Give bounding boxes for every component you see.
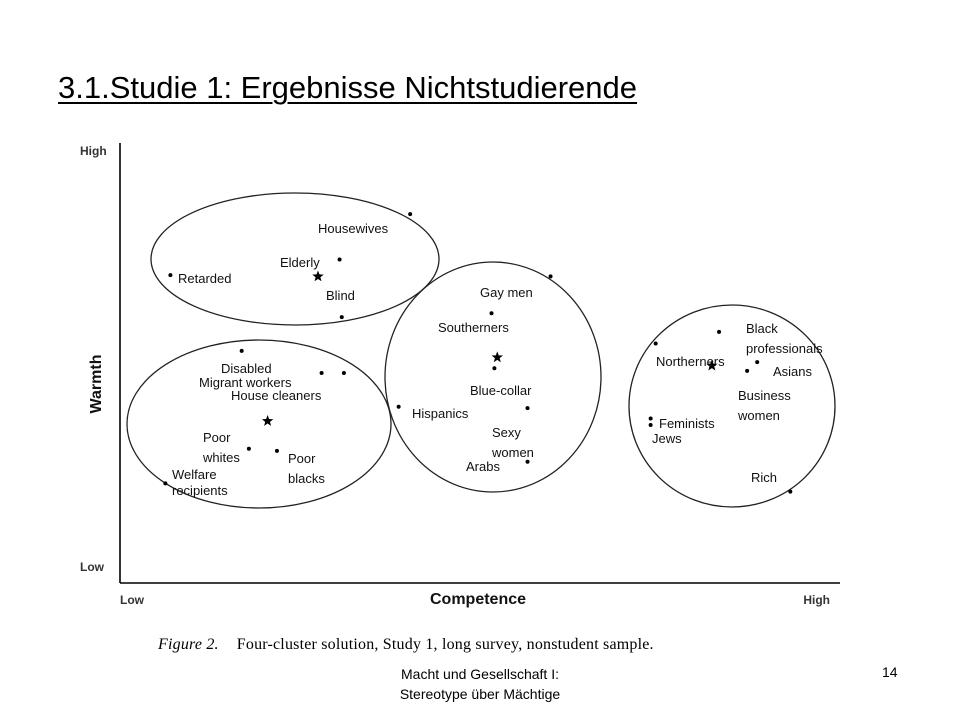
label-black-professionals-line-1: Black [746,321,778,336]
point-business-women [745,369,749,373]
label-black-professionals-line-2: professionals [746,341,823,356]
label-feminists: Feminists [659,416,715,431]
point-welfare-recipients [163,481,167,485]
chart-axes [80,143,840,608]
point-northerners [654,342,658,346]
point-hispanics [397,405,401,409]
point-migrant-workers [320,371,324,375]
point-arabs [526,460,530,464]
label-northerners: Northerners [656,354,725,369]
y-axis-high-label: High [80,144,107,158]
label-rich: Rich [751,470,778,485]
point-poor-blacks [275,449,279,453]
point-elderly [338,258,342,262]
point-black-professionals [717,330,721,334]
label-arabs: Arabs [466,459,500,474]
point-blue-collar [492,366,496,370]
centroid-star-middle [492,351,503,362]
footer-line-2: Stereotype über Mächtige [399,686,561,702]
point-rich [788,490,792,494]
label-welfare-recipients-line-2: recipients [172,483,228,498]
figure-caption-label: Figure 2. [158,636,219,653]
label-retarded: Retarded [178,271,232,286]
label-poor-whites-line-2: whites [203,450,240,465]
point-housewives [408,212,412,216]
figure-caption [158,636,654,654]
data-points [163,212,792,494]
y-axis-title: Warmth [88,354,105,414]
label-blue-collar: Blue-collar [470,383,532,398]
label-hispanics: Hispanics [412,406,469,421]
point-southerners [490,311,494,315]
label-sexy-women-line-1: Sexy [492,425,521,440]
label-jews: Jews [652,431,682,446]
label-gay-men: Gay men [480,285,533,300]
slide-title: 3.1.Studie 1: Ergebnisse Nichtstudierende [58,70,638,105]
label-housewives: Housewives [318,221,389,236]
page-number: 14 [882,664,898,680]
point-blind [340,315,344,319]
slide-footer [330,664,630,704]
label-migrant-workers: Migrant workers [199,375,292,390]
point-poor-whites [247,447,251,451]
point-sexy-women [526,406,530,410]
y-axis-low-label: Low [80,560,104,574]
centroid-star-contemptuous [262,415,273,426]
point-retarded [168,273,172,277]
label-sexy-women-line-2: women [492,445,534,460]
x-axis-high-label: High [803,593,830,607]
point-house-cleaners [342,371,346,375]
label-poor-blacks-line-2: blacks [288,471,325,486]
label-business-women-line-2: women [738,408,780,423]
footer-line-1: Macht und Gesellschaft I: [401,666,559,682]
cluster-ellipse-envious [629,305,835,507]
x-axis-low-label: Low [120,593,144,607]
label-southerners: Southerners [438,320,509,335]
label-business-women-line-1: Business [738,388,791,403]
label-disabled: Disabled [221,361,272,376]
point-disabled [240,349,244,353]
point-jews [649,423,653,427]
label-blind: Blind [326,288,355,303]
label-poor-whites-line-1: Poor [203,430,231,445]
figure-caption-text: Four-cluster solution, Study 1, long survey, nonstudent sample. [236,636,654,653]
point-gay-men [549,274,553,278]
label-poor-blacks-line-1: Poor [288,451,316,466]
label-house-cleaners: House cleaners [231,388,322,403]
point-asians [755,360,759,364]
point-feminists [649,416,653,420]
label-asians: Asians [773,364,813,379]
label-elderly: Elderly [280,255,320,270]
centroid-star-paternalistic [312,270,323,281]
x-axis-title: Competence [429,591,527,608]
label-welfare-recipients-line-1: Welfare [172,467,217,482]
